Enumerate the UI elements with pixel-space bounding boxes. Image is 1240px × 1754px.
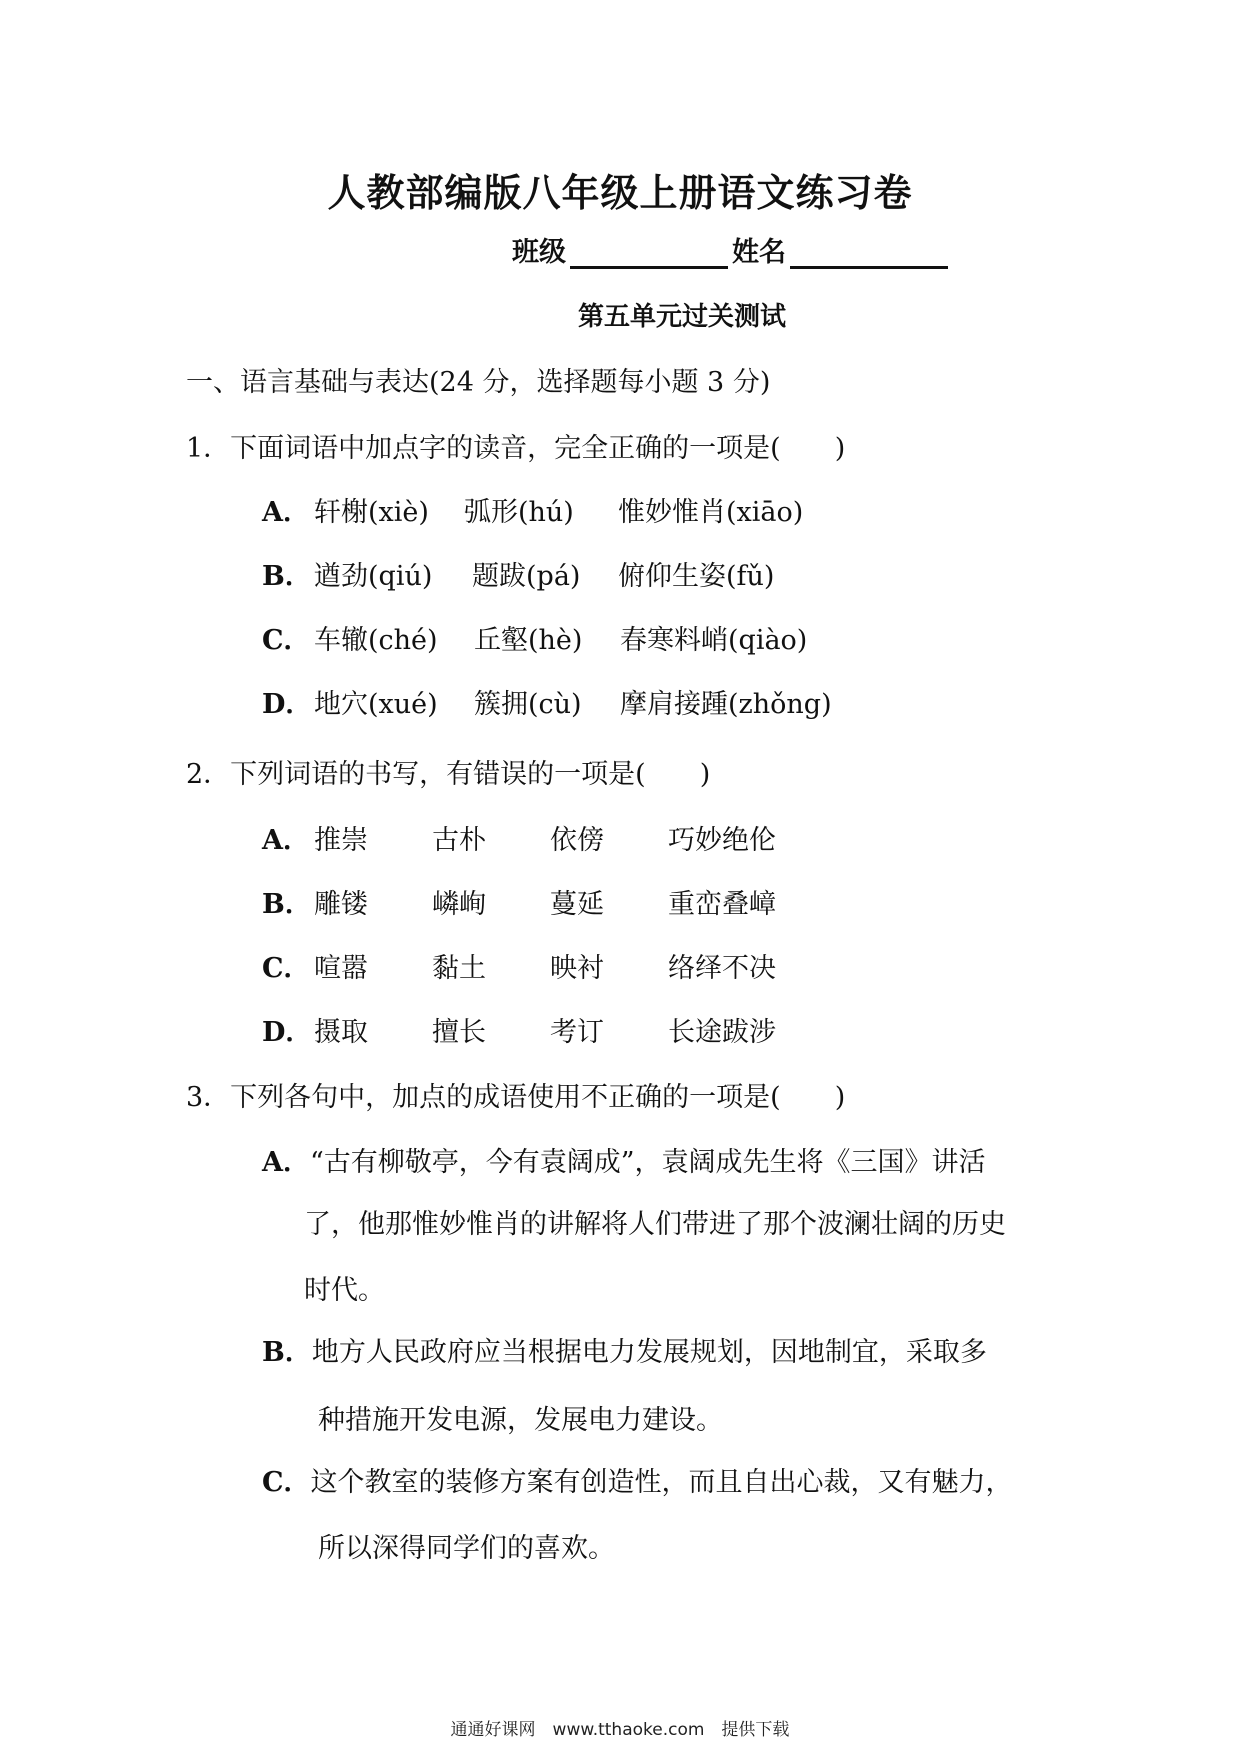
option-item: 古朴 (432, 825, 486, 856)
page-title: 人教部编版八年级上册语文练习卷 (327, 171, 913, 215)
option-letter: D． (262, 689, 313, 720)
option-item: 车辙(ché) (314, 625, 438, 656)
option-item: 嶙峋 (432, 889, 486, 920)
option-item: 俯仰生姿(fǔ) (618, 561, 775, 592)
question-3-option-a-line3: 时代。 (304, 1275, 385, 1306)
option-text: “古有柳敬亭，今有袁阔成”，袁阔成先生将《三国》讲活 (309, 1147, 986, 1178)
option-item: 丘壑(hè) (474, 625, 583, 656)
option-item: 络绎不决 (668, 953, 776, 984)
option-item: 地穴(xué) (314, 689, 438, 720)
option-item: 蔓延 (550, 889, 604, 920)
option-letter: C． (262, 625, 311, 656)
option-item: 重峦叠嶂 (668, 889, 776, 920)
question-2-option-c (262, 946, 776, 985)
option-text: 这个教室的装修方案有创造性，而且自出心裁，又有魅力， (310, 1467, 1013, 1498)
option-item: 黏土 (432, 953, 486, 984)
question-3-option-a-line2: 了，他那惟妙惟肖的讲解将人们带进了那个波澜壮阔的历史 (304, 1209, 1006, 1240)
question-2-option-d (262, 1010, 776, 1049)
section-heading: 一、语言基础与表达(24 分，选择题每小题 3 分) (186, 367, 771, 398)
option-item: 遒劲(qiú) (314, 561, 433, 592)
unit-title: 第五单元过关测试 (577, 302, 786, 332)
footer-source-note: 通通好课网 www.tthaoke.com 提供下载 (450, 1720, 790, 1740)
option-item: 摄取 (314, 1017, 368, 1048)
option-letter: B． (262, 1337, 312, 1368)
option-letter: B． (262, 889, 312, 920)
option-item: 推崇 (314, 825, 368, 856)
question-3-stem: 3．下列各句中，加点的成语使用不正确的一项是( ) (186, 1082, 846, 1113)
option-item: 题跋(pá) (472, 561, 581, 592)
option-item: 簇拥(cù) (474, 689, 582, 720)
option-item: 映衬 (550, 953, 604, 984)
option-item: 弧形(hú) (464, 497, 574, 528)
question-1-option-d (262, 682, 832, 721)
student-info-fields (512, 230, 952, 269)
option-item: 考订 (550, 1017, 604, 1048)
option-letter: C． (262, 1467, 311, 1498)
option-letter: B． (262, 561, 312, 592)
question-2-stem: 2．下列词语的书写，有错误的一项是( ) (186, 759, 711, 790)
question-1-stem: 1．下面词语中加点字的读音，完全正确的一项是( ) (186, 433, 846, 464)
option-item: 巧妙绝伦 (668, 825, 776, 856)
question-3-option-a-line1 (262, 1140, 986, 1179)
option-letter: A． (262, 825, 310, 856)
option-item: 轩榭(xiè) (314, 497, 429, 528)
option-item: 惟妙惟肖(xiāo) (618, 497, 804, 528)
option-text: 地方人民政府应当根据电力发展规划，因地制宜，采取多 (311, 1337, 987, 1368)
class-blank[interactable] (570, 236, 728, 269)
option-letter: A． (262, 497, 310, 528)
option-letter: A． (262, 1147, 310, 1178)
question-2-option-b (262, 882, 776, 921)
option-letter: C． (262, 953, 311, 984)
name-blank[interactable] (790, 236, 948, 269)
question-1-option-c (262, 618, 807, 657)
option-item: 春寒料峭(qiào) (620, 625, 808, 656)
question-3-option-c-line2: 所以深得同学们的喜欢。 (318, 1533, 615, 1564)
option-item: 喧嚣 (314, 953, 368, 984)
question-3-option-b-line1 (262, 1330, 987, 1369)
class-label: 班级 (512, 237, 566, 268)
question-1-option-b (262, 554, 774, 593)
option-item: 雕镂 (314, 889, 368, 920)
question-3-option-b-line2: 种措施开发电源，发展电力建设。 (318, 1405, 723, 1436)
question-3-option-c-line1 (262, 1460, 1013, 1499)
question-2-option-a (262, 818, 776, 857)
option-item: 长途跋涉 (668, 1017, 776, 1048)
question-1-option-a (262, 490, 803, 529)
option-item: 摩肩接踵(zhǒng) (620, 689, 832, 720)
option-item: 依傍 (550, 825, 604, 856)
name-label: 姓名 (732, 237, 786, 268)
option-letter: D． (262, 1017, 313, 1048)
option-item: 擅长 (432, 1017, 486, 1048)
